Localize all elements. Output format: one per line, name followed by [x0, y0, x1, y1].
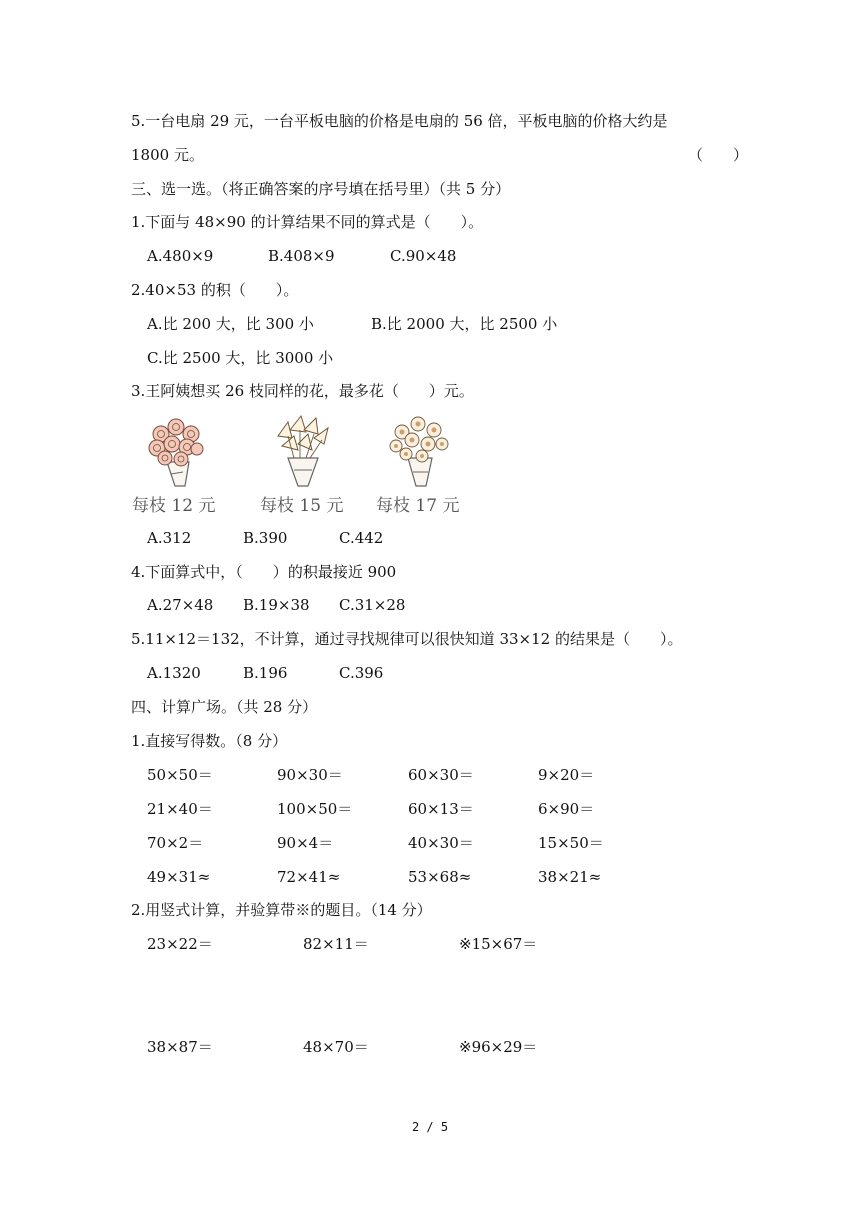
- daisy-bouquet-image: [386, 414, 452, 490]
- vertical-calc-item: 23×22＝: [147, 935, 213, 953]
- direct-calc-item: 90×30＝: [277, 766, 343, 784]
- direct-calc-item: 53×68≈: [408, 868, 472, 886]
- mc-q1-option-a: A.480×9: [147, 247, 214, 265]
- judge-q5-line2: 1800 元。: [131, 146, 204, 164]
- mc-q5-option-b: B.196: [243, 664, 288, 682]
- mc-q3-option-c: C.442: [339, 529, 384, 547]
- rose-bouquet-image: [143, 414, 209, 490]
- section3-title: 三、选一选。（将正确答案的序号填在括号里）（共 5 分）: [131, 180, 511, 198]
- sub2-title: 2.用竖式计算，并验算带※的题目。（14 分）: [131, 901, 432, 919]
- mc-q1-option-c: C.90×48: [390, 247, 457, 265]
- judge-q5-answer-paren: （ ）: [688, 146, 749, 164]
- vertical-calc-item: ※96×29＝: [459, 1038, 538, 1056]
- mc-q3-option-b: B.390: [243, 529, 288, 547]
- mc-q3-option-a: A.312: [147, 529, 192, 547]
- judge-q5-line1: 5.一台电扇 29 元，一台平板电脑的价格是电扇的 56 倍，平板电脑的价格大约是: [131, 112, 668, 130]
- mc-q2-option-a: A.比 200 大，比 300 小: [147, 315, 314, 333]
- direct-calc-item: 40×30＝: [408, 834, 474, 852]
- direct-calc-item: 100×50＝: [277, 800, 353, 818]
- section4-title: 四、计算广场。（共 28 分）: [131, 698, 318, 716]
- mc-q5-option-c: C.396: [339, 664, 384, 682]
- sub1-title: 1.直接写得数。（8 分）: [131, 732, 288, 750]
- lily-bouquet-image: [268, 414, 334, 490]
- direct-calc-item: 70×2＝: [147, 834, 204, 852]
- direct-calc-item: 72×41≈: [277, 868, 341, 886]
- direct-calc-item: 38×21≈: [538, 868, 602, 886]
- mc-q3: 3.王阿姨想买 26 枝同样的花，最多花（ ）元。: [131, 382, 474, 400]
- mc-q1-option-b: B.408×9: [268, 247, 335, 265]
- vertical-calc-item: ※15×67＝: [459, 935, 538, 953]
- vertical-calc-item: 82×11＝: [303, 935, 369, 953]
- direct-calc-item: 60×13＝: [408, 800, 474, 818]
- flower-price-label: 每枝 12 元: [132, 496, 216, 516]
- flower-price-label: 每枝 17 元: [376, 496, 460, 516]
- direct-calc-item: 90×4＝: [277, 834, 334, 852]
- mc-q1: 1.下面与 48×90 的计算结果不同的算式是（ ）。: [131, 213, 484, 231]
- mc-q2: 2.40×53 的积（ ）。: [131, 281, 299, 299]
- direct-calc-item: 50×50＝: [147, 766, 213, 784]
- mc-q2-option-c: C.比 2500 大，比 3000 小: [147, 349, 334, 367]
- mc-q4-option-b: B.19×38: [243, 596, 310, 614]
- direct-calc-item: 21×40＝: [147, 800, 213, 818]
- page-number: 2 / 5: [411, 1120, 449, 1134]
- direct-calc-item: 6×90＝: [538, 800, 595, 818]
- mc-q5-option-a: A.1320: [147, 664, 201, 682]
- direct-calc-item: 60×30＝: [408, 766, 474, 784]
- flower-price-label: 每枝 15 元: [260, 496, 344, 516]
- direct-calc-item: 15×50＝: [538, 834, 604, 852]
- mc-q2-option-b: B.比 2000 大，比 2500 小: [371, 315, 558, 333]
- direct-calc-item: 49×31≈: [147, 868, 211, 886]
- vertical-calc-item: 38×87＝: [147, 1038, 213, 1056]
- mc-q4: 4.下面算式中，（ ）的积最接近 900: [131, 563, 397, 581]
- mc-q5: 5.11×12＝132，不计算，通过寻找规律可以很快知道 33×12 的结果是（ ）。: [131, 630, 683, 648]
- vertical-calc-item: 48×70＝: [303, 1038, 369, 1056]
- mc-q4-option-a: A.27×48: [147, 596, 214, 614]
- direct-calc-item: 9×20＝: [538, 766, 595, 784]
- mc-q4-option-c: C.31×28: [339, 596, 406, 614]
